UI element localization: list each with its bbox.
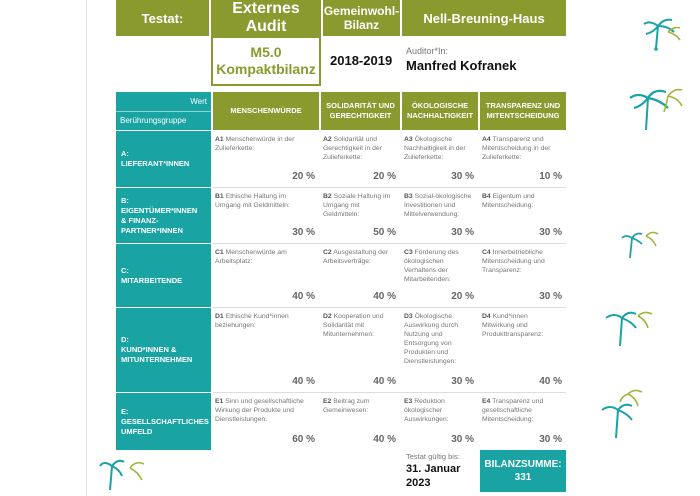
criterion-text [482,397,560,424]
organization-name: Nell-Breuning-Haus [402,0,566,36]
wert-label: Wert [190,97,207,106]
valid-year: 2023 [406,477,431,489]
sum-value: 331 [514,472,532,483]
criterion-code: C4 [482,249,491,256]
gruppe-label: Berührungsgruppe [120,116,187,125]
criterion-text [404,135,472,162]
auditor-name: Manfred Kofranek [406,58,517,73]
row-separator [213,392,566,393]
criterion-percentage: 30 % [451,171,474,182]
criterion-code: B1 [215,193,224,200]
criterion-text [323,135,394,162]
m5-version: M5.0 [250,44,282,60]
page-edge [86,0,87,496]
audit-type: Externes Audit [211,0,321,36]
criterion-text [404,192,472,219]
criterion-percentage: 50 % [373,227,396,238]
criterion-text [482,192,560,210]
criterion-percentage: 40 % [373,434,396,445]
criterion-description: Kooperation und Solidarität mit Mitunternehmen: [323,313,384,338]
criterion-description: Eigentum und Mitentscheidung: [482,193,535,209]
criterion-description: Transparenz und gesellschaftliche Mitentscheidung: [482,398,544,423]
criterion-text [215,135,313,153]
row-label: B: EIGENTÜMER*INNEN & FINANZ- PARTNER*INNEN [116,187,211,243]
criterion-code: D1 [215,313,224,320]
row-separator [213,243,566,244]
criterion-percentage: 40 % [373,376,396,387]
palm-tree-icon [604,304,654,348]
criterion-description: Beitrag zum Gemeinwesen: [323,398,370,414]
palm-tree-icon [628,82,688,132]
criterion-text [215,397,313,424]
criterion-text [404,397,472,424]
row-label: A: LIEFERANT*INNEN [116,130,211,187]
balance-sum [480,450,566,492]
palm-tree-icon [98,452,148,492]
column-header: TRANSPARENZ UND MITENTSCHEIDUNG [480,92,566,130]
criterion-description: Solidarität und Gerechtigkeit in der Zulieferkette: [323,136,382,161]
criterion-code: A1 [215,136,224,143]
criterion-percentage: 30 % [292,227,315,238]
criterion-description: Ethische Kund*innen beziehungen: [215,313,289,329]
criterion-code: E1 [215,398,224,405]
criterion-description: Menschenwürde am Arbeitsplatz: [215,249,287,265]
valid-until-date [406,462,460,490]
criterion-description: Reduktion ökologischer Auswirkungen: [404,398,449,423]
criterion-text [323,312,394,339]
column-header: ÖKOLOGISCHE NACHHALTIGKEIT [402,92,478,130]
criterion-description: Ausgestaltung der Arbeitsverträge: [323,249,389,265]
criterion-text [482,135,560,162]
criterion-code: D3 [404,313,413,320]
criterion-percentage: 30 % [539,291,562,302]
criterion-percentage: 30 % [539,434,562,445]
criterion-percentage: 30 % [451,434,474,445]
criterion-description: Ökologische Nachhaltigkeit in der Zulieferkette: [404,136,466,161]
balance-year: 2018-2019 [330,53,393,68]
criterion-description: Förderung des ökologischen Verhaltens der Mitarbeitenden: [404,249,459,283]
criterion-description: Sozial-ökologische Investitionen und Mittelverwendung: [404,193,472,218]
criterion-text [323,192,394,219]
criterion-description: Soziale Haltung im Umgang mit Geldmitteln: [323,193,391,218]
criterion-code: C2 [323,249,332,256]
row-label: D: KUND*INNEN & MITUNTERNEHMEN [116,307,211,392]
criterion-text [482,248,560,275]
criterion-description: Sinn und gesellschaftliche Wirkung der Produkte und Dienstleistungen: [215,398,304,423]
criterion-text [215,192,313,210]
testat-label: Testat: [116,0,209,36]
criterion-code: E3 [404,398,413,405]
criterion-description: Innerbetriebliche Mitentscheidung und Transparenz: [482,249,545,274]
criterion-code: D2 [323,313,332,320]
criterion-code: B4 [482,193,491,200]
criterion-percentage: 10 % [539,171,562,182]
criterion-text [482,312,560,339]
criterion-percentage: 40 % [292,376,315,387]
table-corner [116,92,211,130]
criterion-text [323,248,394,266]
m5-type: Kompaktbilanz [216,61,316,77]
criterion-percentage: 20 % [373,171,396,182]
palm-tree-icon [642,12,682,52]
m5-box [211,36,321,86]
valid-until-label: Testat gültig bis: [406,452,460,461]
criterion-text [323,397,394,415]
criterion-description: Ökologische Auswirkung durch Nutzung und Entsorgung von Produkten und Dienstleistungen: [404,313,459,365]
criterion-percentage: 60 % [292,434,315,445]
criterion-text [404,312,472,366]
criterion-code: E4 [482,398,491,405]
column-header: MENSCHENWÜRDE [213,92,319,130]
criterion-code: A3 [404,136,413,143]
criterion-description: Ethische Haltung im Umgang mit Geldmitteln: [215,193,290,209]
row-label: E: GESELLSCHAFTLICHES UMFELD [116,392,211,450]
gwb-title: Gemeinwohl-Bilanz [323,0,400,36]
criterion-code: B3 [404,193,413,200]
palm-tree-icon [620,226,660,260]
column-header: SOLIDARITÄT UND GERECHTIGKEIT [321,92,400,130]
sum-label: BILANZSUMME: [484,459,562,470]
criterion-code: D4 [482,313,491,320]
criterion-percentage: 30 % [539,227,562,238]
criterion-percentage: 40 % [539,376,562,387]
palm-tree-icon [598,380,648,440]
row-separator [213,307,566,308]
criterion-description: Kund*innen Mitwirkung und Produkttransparenz: [482,313,544,338]
criterion-percentage: 30 % [451,227,474,238]
criterion-percentage: 40 % [292,291,315,302]
criterion-text [215,248,313,266]
criterion-description: Menschenwürde in der Zulieferkette: [215,136,295,152]
criterion-code: C1 [215,249,224,256]
criterion-percentage: 40 % [373,291,396,302]
criterion-description: Transparenz und Mitentscheidung in der Zulieferkette: [482,136,551,161]
criterion-code: B2 [323,193,332,200]
valid-day-month: 31. Januar [406,463,461,475]
row-separator [213,187,566,188]
criterion-code: C3 [404,249,413,256]
criterion-percentage: 20 % [451,291,474,302]
criterion-code: A2 [323,136,332,143]
auditor-label: Auditor*In: [406,46,449,56]
criterion-code: E2 [323,398,332,405]
criterion-percentage: 20 % [292,171,315,182]
criterion-code: A4 [482,136,491,143]
criterion-percentage: 30 % [451,376,474,387]
criterion-text [215,312,313,330]
criterion-text [404,248,472,284]
row-label: C: MITARBEITENDE [116,243,211,307]
